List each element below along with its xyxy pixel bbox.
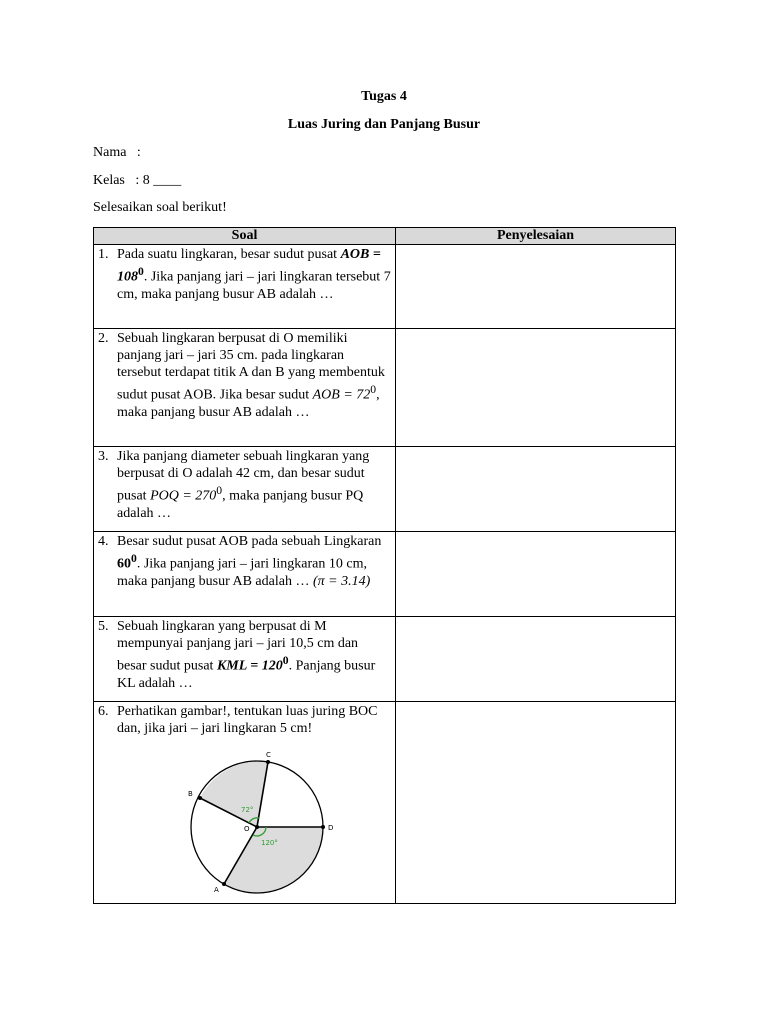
table-header-row: [94, 228, 676, 245]
question-text: . Jika panjang jari – jari lingkaran 10 cm, maka panjang busur AB adalah …: [117, 556, 367, 589]
answer-cell-4[interactable]: [396, 532, 676, 617]
degree-superscript: 0: [216, 484, 223, 497]
label-a: A: [214, 886, 219, 894]
degree-superscript: 0: [370, 383, 377, 396]
answer-cell-5[interactable]: [396, 617, 676, 702]
answer-cell-2[interactable]: [396, 329, 676, 447]
question-number: 6.: [98, 704, 109, 719]
angle-label-aod: 120°: [261, 839, 278, 847]
column-header-penyelesaian: Penyelesaian: [396, 228, 676, 245]
question-cell-5: [94, 617, 396, 702]
answer-cell-6[interactable]: [396, 702, 676, 904]
table-row: [94, 447, 676, 532]
label-b: B: [188, 790, 193, 798]
math-expression: AOB = 108: [117, 247, 381, 285]
question-text: , maka panjang busur PQ adalah …: [117, 488, 364, 521]
table-row: [94, 532, 676, 617]
question-text: , maka panjang busur AB adalah …: [117, 387, 380, 420]
table-row: [94, 329, 676, 447]
answer-cell-3[interactable]: [396, 447, 676, 532]
label-d: D: [328, 824, 334, 832]
question-number: 3.: [98, 449, 109, 464]
question-text: Perhatikan gambar!, tentukan luas juring BOC dan, jika jari – jari lingkaran 5 cm!: [117, 704, 378, 736]
question-cell-1: [94, 245, 396, 329]
question-table: [93, 227, 676, 904]
question-number: 2.: [98, 331, 109, 346]
page-subtitle: Luas Juring dan Panjang Busur: [287, 117, 481, 132]
label-o: O: [244, 825, 250, 833]
page-title: Tugas 4: [361, 89, 407, 104]
math-expression: KML = 120: [216, 658, 283, 674]
question-text: Jika panjang diameter sebuah lingkaran yang berpusat di O adalah 42 cm, dan besar sudut pusat: [117, 449, 370, 504]
degree-superscript: 0: [282, 654, 289, 667]
point-b: [198, 796, 202, 800]
table-row: [94, 245, 676, 329]
pi-value: (π = 3.14): [312, 573, 371, 589]
nama-field-label: Nama :: [93, 145, 141, 160]
question-number: 1.: [98, 247, 109, 262]
question-text: Pada suatu lingkaran, besar sudut pusat: [117, 247, 338, 262]
question-number: 4.: [98, 534, 109, 549]
angle-label-boc: 72°: [241, 806, 254, 814]
table-row: [94, 702, 676, 904]
table-row: [94, 617, 676, 702]
label-c: C: [266, 751, 271, 759]
math-expression: AOB = 72: [312, 387, 371, 403]
point-a: [222, 882, 226, 886]
question-cell-4: [94, 532, 396, 617]
answer-cell-1[interactable]: [396, 245, 676, 329]
question-cell-2: [94, 329, 396, 447]
instruction-text: Selesaikan soal berikut!: [93, 200, 227, 215]
question-cell-6: [94, 702, 396, 904]
question-text: Sebuah lingkaran yang berpusat di M mempunyai panjang jari – jari 10,5 cm dan besar sudut pusat: [117, 619, 359, 674]
sector-boc-shade: [200, 761, 268, 827]
question-text: . Panjang busur KL adalah …: [117, 658, 376, 691]
question-text: Sebuah lingkaran berpusat di O memiliki panjang jari – jari 35 cm. pada lingkaran tersebut terdapat titik A dan B yang membentuk sudut pusat AOB. Jika besar sudut: [117, 331, 385, 403]
point-d: [321, 825, 325, 829]
point-c: [266, 760, 270, 764]
question-cell-3: [94, 447, 396, 532]
point-o: [255, 825, 259, 829]
column-header-soal: Soal: [94, 228, 396, 245]
degree-superscript: 0: [138, 265, 144, 278]
math-expression: POQ = 270: [150, 488, 217, 504]
kelas-field-label: Kelas : 8 ____: [93, 173, 182, 188]
degree-superscript: 0: [131, 552, 137, 565]
question-number: 5.: [98, 619, 109, 634]
circle-sector-diagram: [182, 751, 332, 893]
math-expression: 60: [117, 556, 131, 572]
question-text: Besar sudut pusat AOB pada sebuah Lingkaran: [117, 534, 382, 549]
question-text: . Jika panjang jari – jari lingkaran tersebut 7 cm, maka panjang busur AB adalah …: [117, 269, 391, 302]
